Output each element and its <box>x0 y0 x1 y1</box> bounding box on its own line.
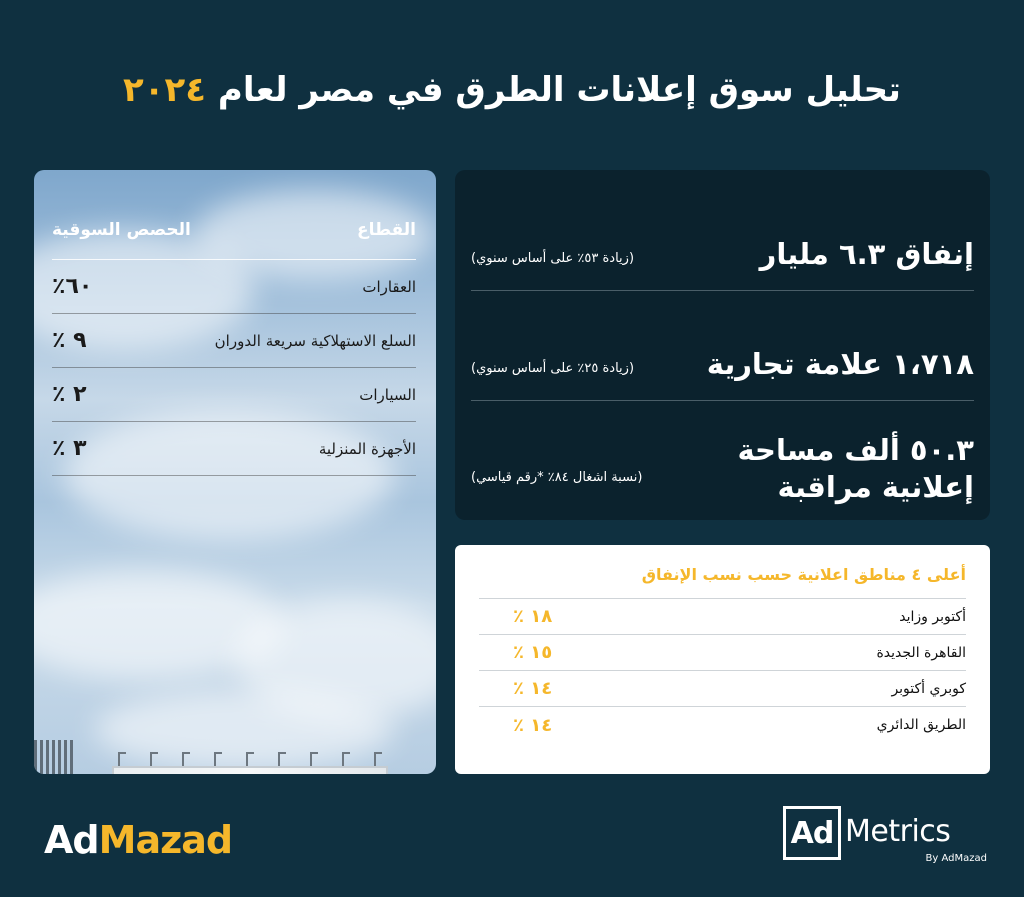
market-share-header <box>52 200 416 260</box>
admetrics-logo <box>783 806 989 866</box>
admetrics-logo-byline: By AdMazad <box>925 853 987 864</box>
region-name: كوبري أكتوبر <box>891 680 966 697</box>
stat-note: (زيادة ٢٥٪ على أساس سنوي) <box>471 361 635 376</box>
stat-note: (زيادة ٥٣٪ على أساس سنوي) <box>471 251 635 266</box>
admetrics-logo-text: Metrics <box>845 814 951 849</box>
stats-card <box>455 170 990 520</box>
stat-value-line2: إعلانية مراقبة <box>777 470 974 505</box>
billboard-panel <box>112 766 388 774</box>
sector-label: الأجهزة المنزلية <box>318 439 416 458</box>
list-item <box>479 599 966 635</box>
stat-note: (نسبة اشغال ٨٤٪ *رقم قياسي) <box>471 470 643 485</box>
admazad-logo-mazad: Mazad <box>98 818 233 862</box>
trees-decoration <box>34 740 74 774</box>
admetrics-logo-box: Ad <box>783 806 841 860</box>
top-regions-title: أعلى ٤ مناطق اعلانية حسب نسب الإنفاق <box>479 565 966 599</box>
region-name: القاهرة الجديدة <box>876 644 966 661</box>
region-percent: ١٥ ٪ <box>513 642 553 663</box>
market-share-card <box>34 170 436 774</box>
region-percent: ١٤ ٪ <box>513 714 553 736</box>
sector-label: السيارات <box>359 385 416 404</box>
region-name: أكتوبر وزايد <box>899 608 966 625</box>
stat-ad-spaces <box>471 401 974 509</box>
region-name: الطريق الدائري <box>876 717 966 733</box>
column-header-share: الحصص السوقية <box>52 219 191 240</box>
list-item <box>479 671 966 707</box>
top-regions-card <box>455 545 990 774</box>
page-title-main: تحليل سوق إعلانات الطرق في مصر لعام <box>217 70 901 110</box>
stat-spending <box>471 190 974 291</box>
stat-value-line1: ٥٠.٣ ألف مساحة <box>737 432 974 467</box>
page-title-year: ٢٠٢٤ <box>123 70 207 110</box>
market-share-table <box>52 200 416 476</box>
billboard-illustration <box>112 752 388 774</box>
page-title <box>0 70 1024 110</box>
list-item <box>479 635 966 671</box>
share-value: ٩ ٪ <box>52 328 87 353</box>
sector-label: السلع الاستهلاكية سريعة الدوران <box>214 331 416 350</box>
share-value: ٦٠٪ <box>52 274 93 299</box>
stat-brands <box>471 291 974 401</box>
share-value: ٣ ٪ <box>52 436 87 461</box>
region-percent: ١٤ ٪ <box>513 678 553 699</box>
table-row <box>52 368 416 422</box>
region-percent: ١٨ ٪ <box>513 606 553 627</box>
table-row <box>52 314 416 368</box>
admazad-logo-ad: Ad <box>44 818 99 862</box>
share-value: ٢ ٪ <box>52 382 87 407</box>
table-row <box>52 422 416 476</box>
admazad-logo <box>44 818 232 862</box>
stat-value: ١،٧١٨ علامة تجارية <box>706 347 974 382</box>
list-item <box>479 707 966 743</box>
stat-value: إنفاق ٦.٣ مليار <box>759 237 974 272</box>
stat-value <box>737 432 974 509</box>
column-header-sector: القطاع <box>356 219 416 240</box>
table-row <box>52 260 416 314</box>
sector-label: العقارات <box>362 277 416 296</box>
